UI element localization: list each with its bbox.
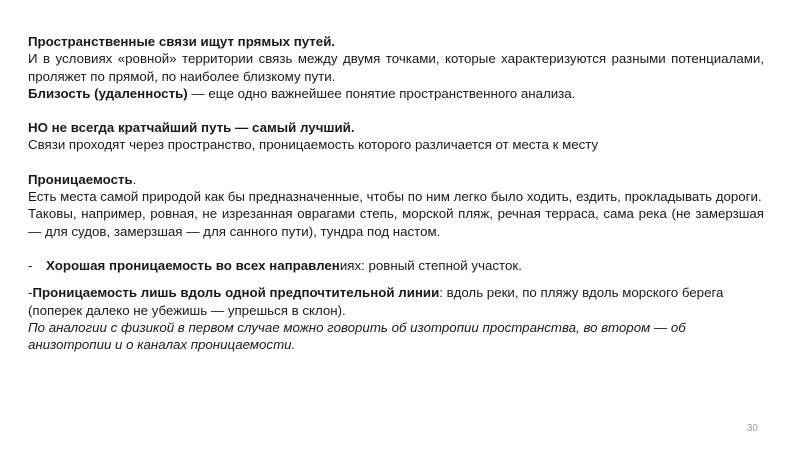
bullet-good-permeability: - Хорошая проницаемость во всех направлениях: ровный степной участок. [28, 257, 522, 273]
paragraph-examples: Таковы, например, ровная, не изрезанная оврагами степь, морской пляж, речная терраса, сама река (не замерзшая — для судов, замерзшая — для санного пути), тундра под настом. [28, 206, 764, 239]
slide-content [28, 33, 764, 353]
page-number: 30 [746, 423, 758, 434]
heading-permeability: Проницаемость. [28, 171, 137, 187]
bullet-dash: - [28, 257, 33, 273]
proximity-definition: — еще одно важнейшее понятие пространственного анализа. [187, 85, 576, 101]
paragraph-proximity [28, 85, 764, 102]
term-proximity: Близость (удаленность) [28, 85, 188, 101]
bullet-dash: - [28, 285, 33, 301]
paragraph-natural-places: Есть места самой природой как бы предназначенные, чтобы по ним легко было ходить, ездить, прокладывать дороги. [28, 189, 762, 205]
paragraph-permeability-varies: Связи проходят через пространство, проницаемость которого различается от места к месту [28, 137, 599, 153]
heading-shortest-path: НО не всегда кратчайший путь — самый лучший. [28, 120, 355, 136]
term-permeability: Проницаемость [28, 171, 133, 187]
bullet-linear-permeability: -Проницаемость лишь вдоль одной предпочтительной линии: вдоль реки, по пляжу вдоль морского берега (поперек далеко не убежишь — упрешься в склон). [28, 285, 724, 318]
paragraph-physics-analogy: По аналогии с физикой в первом случае можно говорить об изотропии пространства, во втором — об анизотропии и о каналах проницаемости. [28, 319, 686, 353]
heading-spatial-links: Пространственные связи ищут прямых путей. [28, 34, 336, 49]
paragraph-straight-path: И в условиях «ровной» территории связь между двумя точками, которые характеризуются разными потенциалами, проляжет по прямой, по наиболее близкому пути. [28, 51, 764, 84]
